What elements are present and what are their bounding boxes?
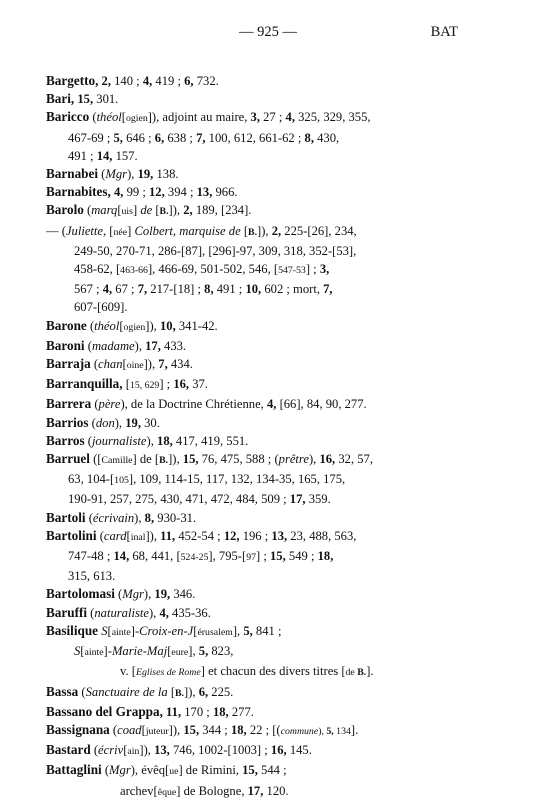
index-entry (46, 721, 466, 741)
entry-first-line: Bartolomasi (Mgr), 19, 346. (46, 586, 196, 602)
index-entry (46, 703, 466, 721)
index-entry (46, 395, 466, 413)
entry-first-line: Baruffi (naturaliste), 4, 435-36. (46, 604, 211, 620)
entry-first-line: Bartolini (card[inal]), 11, 452-54 ; 12, 196 ; 13, 23, 488, 563, (46, 527, 357, 543)
entry-first-line: Barrera (père), de la Doctrine Chrétienne, 4, [66], 84, 90, 277. (46, 396, 367, 412)
entry-first-line: Bassa (Sanctuaire de la [B.]), 6, 225. (46, 683, 234, 699)
entry-continuation-line: 467-69 ; 5, 646 ; 6, 638 ; 7, 100, 612, 661-62 ; 8, 430, (68, 130, 340, 145)
page-header (0, 24, 536, 44)
entry-first-line: Barnabites, 4, 99 ; 12, 394 ; 13, 966. (46, 184, 238, 200)
entry-first-line: Barruel ([Camille] de [B.]), 15, 76, 475, 588 ; (prêtre), 16, 32, 57, (46, 451, 373, 467)
entry-first-line: Barros (journaliste), 18, 417, 419, 551. (46, 432, 249, 448)
running-head: BAT (430, 24, 458, 40)
index-entry (46, 761, 466, 801)
entry-first-line: Basilique S[ainte]-Croix-en-J[érusalem], 5, 841 ; (46, 622, 282, 638)
index-entry (46, 108, 466, 165)
index-entry (46, 72, 466, 90)
index-entry (46, 222, 466, 317)
index-entry (46, 509, 466, 527)
index-entry (46, 375, 466, 395)
index-entries (46, 72, 466, 802)
index-entry (46, 683, 466, 703)
index-entry (46, 450, 466, 509)
entry-first-line: Barraja (chan[oine]), 7, 434. (46, 356, 193, 372)
entry-continuation-line: 63, 104-[105], 109, 114-15, 117, 132, 134-35, 165, 175, (68, 472, 346, 487)
index-entry (46, 183, 466, 201)
entry-first-line: Barone (théol[ogien]), 10, 341-42. (46, 317, 218, 333)
entry-continuation-line: 567 ; 4, 67 ; 7, 217-[18] ; 8, 491 ; 10, 602 ; mort, 7, (74, 282, 333, 297)
index-entry (46, 355, 466, 375)
entry-continuation-line: 315, 613. (68, 569, 116, 584)
index-entry (46, 604, 466, 622)
index-entry (46, 317, 466, 337)
entry-continuation-line: v. [Eglises de Rome] et chacun des divers titres [de B.]. (120, 664, 374, 679)
entry-continuation-line: 491 ; 14, 157. (68, 148, 138, 163)
index-entry (46, 622, 466, 683)
entry-first-line: Bastard (écriv[ain]), 13, 746, 1002-[1003] ; 16, 145. (46, 742, 312, 758)
entry-first-line: Barranquilla, [15, 629] ; 16, 37. (46, 376, 208, 392)
entry-first-line: Bassignana (coad[juteur]), 15, 344 ; 18, 22 ; [(commune), 5, 134]. (46, 721, 359, 737)
entry-continuation-line: 458-62, [463-66], 466-69, 501-502, 546, [547-53] ; 3, (74, 262, 330, 277)
index-entry (46, 165, 466, 183)
index-entry (46, 90, 466, 108)
entry-continuation-line: S[ainte]-Marie-Maj[eure], 5, 823, (74, 644, 234, 659)
entry-first-line: Barrios (don), 19, 30. (46, 414, 160, 430)
entry-first-line: Barolo (marq[uis] de [B.]), 2, 189, [234]. (46, 202, 252, 218)
entry-continuation-line: 747-48 ; 14, 68, 441, [524-25], 795-[97] ; 15, 549 ; 18, (68, 549, 334, 564)
index-entry (46, 337, 466, 355)
entry-first-line: — (Juliette, [née] Colbert, marquise de [B.]), 2, 225-[26], 234, (46, 223, 357, 238)
index-entry (46, 201, 466, 221)
entry-first-line: Baricco (théol[ogien]), adjoint au maire, 3, 27 ; 4, 325, 329, 355, (46, 109, 371, 125)
entry-first-line: Bari, 15, 301. (46, 91, 119, 107)
index-entry (46, 527, 466, 586)
entry-first-line: Battaglini (Mgr), évêq[ue] de Rimini, 15, 544 ; (46, 762, 287, 778)
page-number: — 925 — (239, 24, 297, 40)
entry-first-line: Baroni (madame), 17, 433. (46, 337, 187, 353)
index-entry (46, 414, 466, 432)
entry-continuation-line: 607-[609]. (74, 300, 128, 315)
entry-first-line: Barnabei (Mgr), 19, 138. (46, 166, 179, 182)
index-entry (46, 741, 466, 761)
entry-first-line: Bassano del Grappa, 11, 170 ; 18, 277. (46, 703, 254, 719)
index-entry (46, 432, 466, 450)
entry-first-line: Bartoli (écrivain), 8, 930-31. (46, 509, 197, 525)
entry-continuation-line: 190-91, 257, 275, 430, 471, 472, 484, 509 ; 17, 359. (68, 492, 331, 507)
entry-first-line: Bargetto, 2, 140 ; 4, 419 ; 6, 732. (46, 73, 219, 88)
entry-continuation-line: 249-50, 270-71, 286-[87], [296]-97, 309, 318, 352-[53], (74, 243, 357, 258)
index-entry (46, 585, 466, 603)
entry-continuation-line: archev[êque] de Bologne, 17, 120. (120, 783, 289, 798)
